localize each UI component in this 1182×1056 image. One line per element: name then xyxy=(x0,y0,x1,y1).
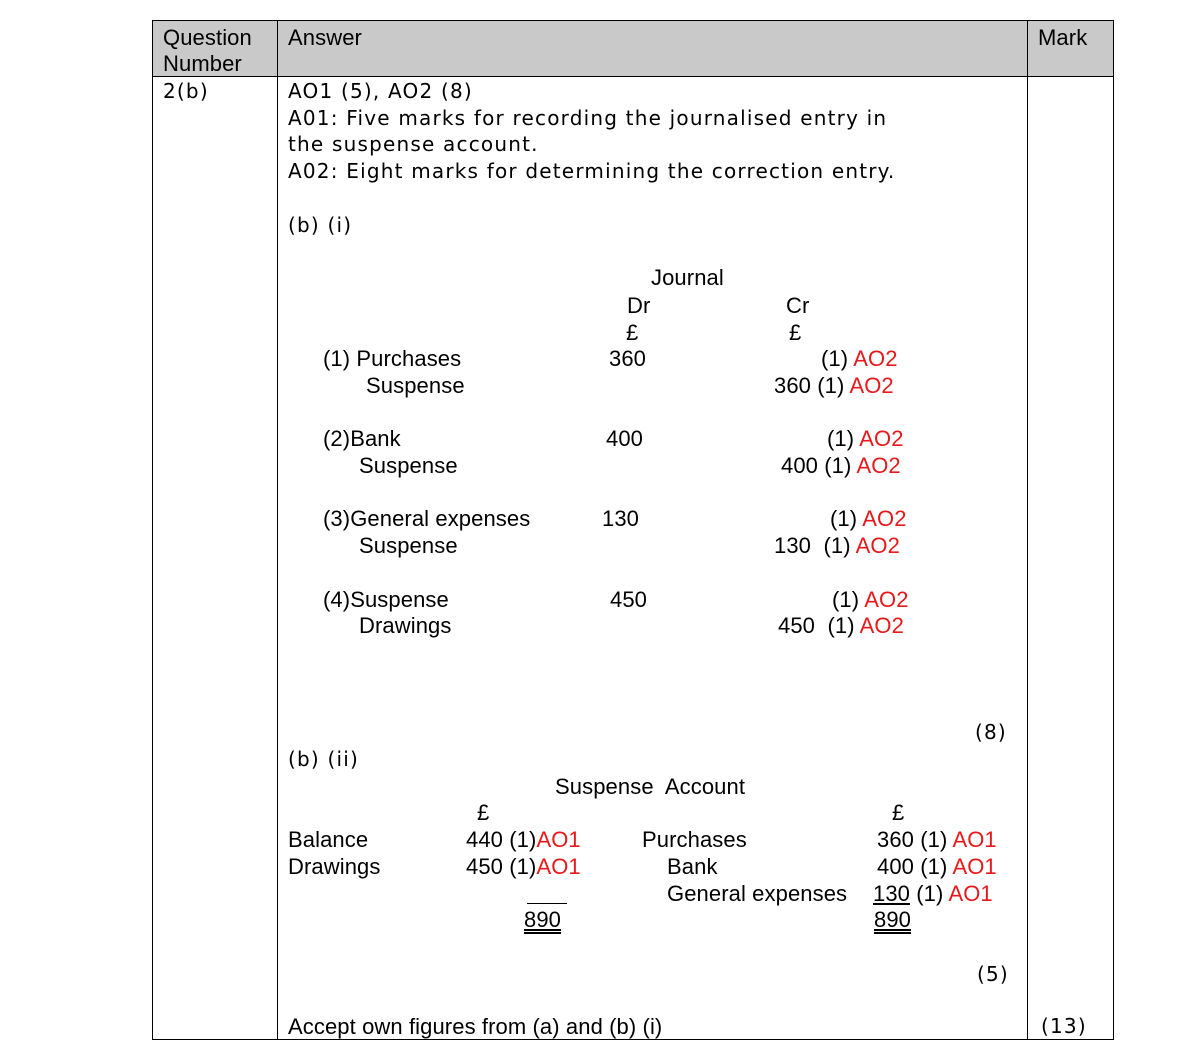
credit-item-amount: 400 (1) AO1 xyxy=(877,854,997,879)
question-number: 2(b) xyxy=(163,79,209,103)
ao1-description-line1: A01: Five marks for recording the journalised entry in xyxy=(288,106,888,130)
credit-item-name: Bank xyxy=(667,854,718,879)
journal-entry-dr-amount: 400 xyxy=(606,426,644,451)
assessment-objectives: AO1 (5), AO2 (8) xyxy=(288,79,473,103)
debit-item-amount: 440 (1)AO1 xyxy=(466,827,581,852)
header-divider xyxy=(152,76,1114,77)
journal-entry-cr-amount: 400 (1) AO2 xyxy=(781,453,901,478)
journal-title: Journal xyxy=(651,265,724,290)
debit-item-name: Balance xyxy=(288,827,369,852)
part-ii-label: (b) (ii) xyxy=(288,747,359,771)
journal-entry-dr-mark: (1) AO2 xyxy=(827,426,904,451)
credit-item-amount: 360 (1) AO1 xyxy=(877,827,997,852)
journal-entry-credit-account: Suspense xyxy=(359,533,458,558)
debit-item-name: Drawings xyxy=(288,854,381,879)
journal-entry-cr-amount: 360 (1) AO2 xyxy=(774,373,894,398)
journal-entry-dr-amount: 450 xyxy=(610,587,648,612)
journal-entry-debit-account: (1) Purchases xyxy=(323,346,462,371)
header-question-number-line2: Number xyxy=(163,51,242,76)
journal-entry-credit-account: Suspense xyxy=(366,373,465,398)
journal-dr-currency: £ xyxy=(626,320,639,345)
header-question-number-line1: Question xyxy=(163,25,252,50)
ao2-description: A02: Eight marks for determining the correction entry. xyxy=(288,159,896,183)
part-i-label: (b) (i) xyxy=(288,213,353,237)
mark-column-divider xyxy=(1027,20,1028,1040)
accept-own-figures-note: Accept own figures from (a) and (b) (i) xyxy=(288,1014,663,1039)
journal-dr-heading: Dr xyxy=(627,293,651,318)
header-answer: Answer xyxy=(288,25,362,50)
table-bottom-border xyxy=(152,1039,1114,1040)
question-column-divider xyxy=(277,20,278,1040)
credit-currency: £ xyxy=(892,800,905,825)
credit-total: 890 xyxy=(874,907,912,932)
journal-entry-credit-account: Suspense xyxy=(359,453,458,478)
debit-currency: £ xyxy=(477,800,490,825)
journal-entry-cr-amount: 450 (1) AO2 xyxy=(778,613,904,638)
journal-cr-currency: £ xyxy=(789,320,802,345)
journal-entry-cr-amount: 130 (1) AO2 xyxy=(774,533,900,558)
debit-sum-rule xyxy=(527,903,567,904)
journal-entry-dr-mark: (1) AO2 xyxy=(830,506,907,531)
ao1-description-line2: the suspense account. xyxy=(288,132,539,156)
table-top-border xyxy=(152,20,1114,21)
journal-entry-dr-mark: (1) AO2 xyxy=(821,346,898,371)
credit-item-amount: 130 (1) AO1 xyxy=(873,881,993,906)
journal-entry-credit-account: Drawings xyxy=(359,613,452,638)
journal-entry-dr-amount: 130 xyxy=(602,506,640,531)
part-i-marks: (8) xyxy=(975,720,1007,744)
table-right-border xyxy=(1113,20,1114,1040)
part-ii-marks: (5) xyxy=(977,962,1009,986)
debit-item-amount: 450 (1)AO1 xyxy=(466,854,581,879)
debit-total: 890 xyxy=(524,907,562,932)
journal-cr-heading: Cr xyxy=(786,293,810,318)
table-left-border xyxy=(152,20,153,1040)
journal-entry-debit-account: (3)General expenses xyxy=(323,506,531,531)
journal-entry-dr-mark: (1) AO2 xyxy=(832,587,909,612)
journal-entry-dr-amount: 360 xyxy=(609,346,647,371)
total-mark: (13) xyxy=(1041,1014,1087,1038)
credit-item-name: Purchases xyxy=(642,827,747,852)
journal-entry-debit-account: (4)Suspense xyxy=(323,587,449,612)
credit-item-name: General expenses xyxy=(667,881,848,906)
journal-entry-debit-account: (2)Bank xyxy=(323,426,401,451)
suspense-account-title: Suspense Account xyxy=(555,774,746,799)
header-mark: Mark xyxy=(1038,25,1088,50)
